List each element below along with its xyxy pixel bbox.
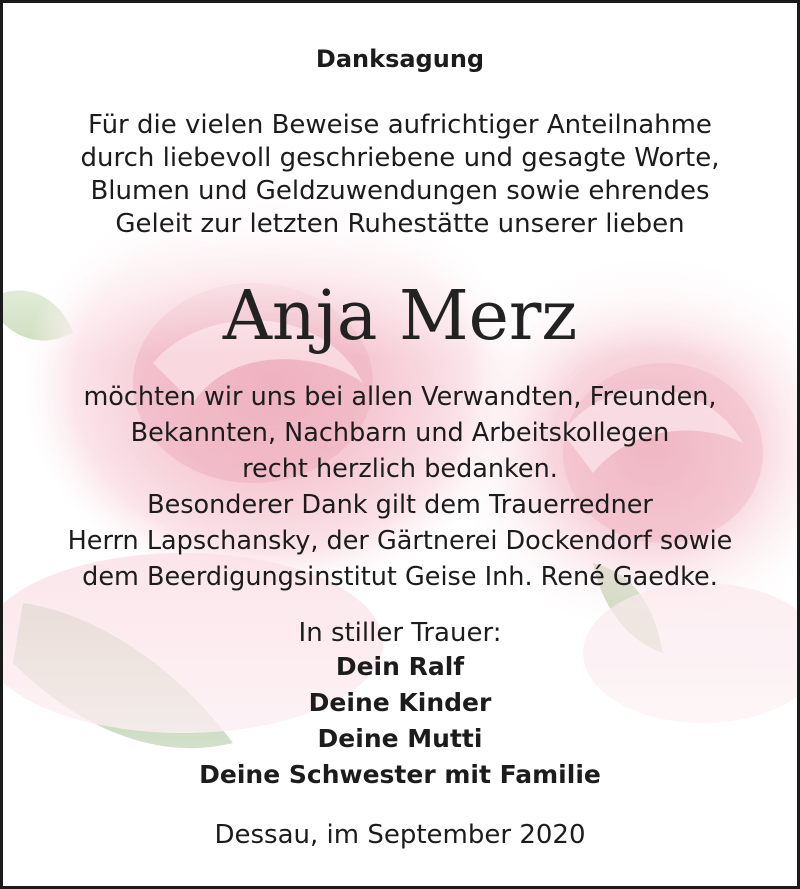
intro-line: Blumen und Geldzuwendungen sowie ehrendes — [90, 176, 710, 206]
thanks-line: recht herzlich bedanken. — [242, 454, 558, 484]
thanks-line: Bekannten, Nachbarn und Arbeitskollegen — [130, 418, 670, 448]
mourner: Deine Kinder — [308, 688, 492, 717]
place-date: Dessau, im September 2020 — [214, 820, 586, 850]
mourners-intro: In stiller Trauer: — [298, 618, 502, 648]
mourners-list — [3, 649, 797, 793]
mourner: Deine Schwester mit Familie — [199, 760, 601, 789]
mourner: Dein Ralf — [335, 652, 465, 681]
thanks-line: möchten wir uns bei allen Verwandten, Freunden, — [83, 382, 717, 412]
deceased-name: Anja Merz — [222, 277, 578, 356]
heading: Danksagung — [315, 45, 485, 73]
thanks-paragraph — [3, 379, 797, 595]
thanks-line: Herrn Lapschansky, der Gärtnerei Dockendorf sowie — [67, 526, 733, 556]
intro-line: durch liebevoll geschriebene und gesagte Worte, — [80, 143, 720, 173]
mourner: Deine Mutti — [317, 724, 483, 753]
thanks-line: Besonderer Dank gilt dem Trauerredner — [147, 490, 653, 520]
intro-line: Geleit zur letzten Ruhestätte unserer lieben — [115, 209, 685, 239]
thanks-line: dem Beerdigungsinstitut Geise Inh. René Gaedke. — [82, 562, 718, 592]
intro-line: Für die vielen Beweise aufrichtiger Anteilnahme — [88, 110, 712, 140]
intro-paragraph — [3, 109, 797, 241]
